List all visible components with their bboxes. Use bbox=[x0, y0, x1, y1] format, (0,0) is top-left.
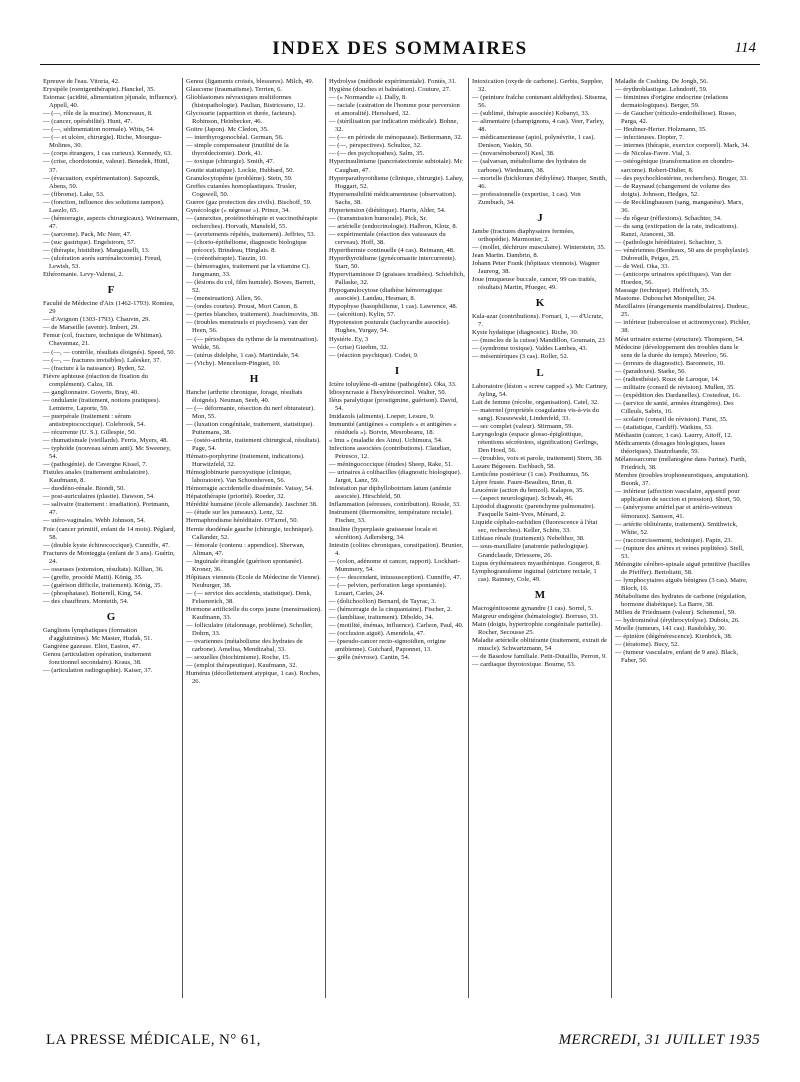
index-entry: Hypophyse (basophilisme, 1 cas). Lawrence, 48. bbox=[329, 303, 458, 311]
index-entry: — (—, — contrôle, résultats éloignés). Speed, 50. bbox=[43, 348, 176, 356]
index-entry: Mastome. Dubouchet Montpellier, 24. bbox=[615, 295, 716, 303]
index-entry: — lymphocytaires aiguës bénignes (3 cas). Maire, Bloch, 16. bbox=[615, 576, 748, 592]
index-entry: — (occlusion aiguë). Amendola, 47. bbox=[329, 630, 425, 638]
index-entry: Fistules anales (traitement ambulatoire). Kaufmann, 8. bbox=[43, 469, 150, 485]
index-entry: Maxillaires (érangements mandibulaires). Dudeuc, 25. bbox=[615, 303, 749, 319]
index-entry: Maladie de Cushing. De Jongh, 56. bbox=[615, 78, 709, 85]
index-entry: — (statistique, Cardiff). Watkins, 53. bbox=[615, 424, 713, 432]
index-entry: — (chorio-épithéliome, diagnostic biologique précoce). Brindeau, Hinglais. 8. bbox=[186, 238, 307, 254]
index-entry: — (ulcération aorès surrénalectomie). Freud, Lewish, 53. bbox=[43, 255, 162, 271]
index-entry: — d'Avignon (1303-1793). Chauvin, 29. bbox=[43, 316, 151, 324]
index-entry: Intoxication (oxyde de carbone). Gerbis, Supplee, 32. bbox=[472, 78, 604, 94]
index-entry: — (raccourcissement, technique). Papin, 23. bbox=[615, 536, 733, 544]
index-entry: Estomac (acidité, alimentation jéjunale, influence). Appell, 40. bbox=[43, 94, 178, 110]
index-entry: — (colon, adénome et cancer, rapport). Lockhart-Mummery, 54. bbox=[329, 557, 460, 573]
index-entry: Kala-azar (contributions). Fornari, 1, — d'Ucratz, 7. bbox=[472, 313, 603, 329]
index-entry: Hyperthermie continuelle (4 cas). Reimann, 48. bbox=[329, 246, 455, 254]
index-entry: — récurrente (U. S.). Gillespie, 50. bbox=[43, 428, 137, 436]
index-entry: Hygiène (douches et balnéation). Couture, 27. bbox=[329, 86, 451, 94]
index-entry: Ictère toluylène-di-amine (pathogénie). Oka, 33. bbox=[329, 380, 457, 388]
page-header bbox=[40, 36, 760, 65]
index-entry: — (motilité, énémas, influence). Carlson, Paul, 40. bbox=[329, 622, 464, 630]
index-entry: Méningite cérébro-spinale aiguë primitive (bacilles de Pfeiffer). Bertoliatti, 58. bbox=[615, 560, 751, 576]
index-entry: — maternel (propriétés coagulantes vis-à-vis du sang). Kraszewski, Lindenfeld, 33. bbox=[472, 406, 599, 422]
section-letter: G bbox=[106, 611, 116, 623]
index-entry: Infestation par diphyllobotrium latum (anémie associée). Hirschfeld, 50. bbox=[329, 485, 452, 501]
index-entry: — (dolichocôlon) Bernard, de Tayrac, 3. bbox=[329, 597, 437, 605]
index-entry: — mésentériques (3 cas). Roller, 52. bbox=[472, 353, 569, 361]
index-entry: — féminines d'origine endocrine (relations dermatologiques). Berger, 59. bbox=[615, 94, 729, 110]
index-entry: — (Vichy). Mencelson-Pinguet, 10. bbox=[186, 359, 281, 367]
index-entry: — (crise) Gieehm, 32. bbox=[329, 343, 389, 351]
index-entry: Genou (articulation opération, traitement fonctionnel secondaire). Kraus, 38. bbox=[43, 651, 152, 667]
index-entry: — (stérilisation par indication médicale). Bohne, 32. bbox=[329, 118, 459, 134]
index-entry: — artérielle (endocrinologie). Halbron, Klotz, 8. bbox=[329, 222, 458, 230]
index-entry: Hyperinsulinisme (pancréatectomie subtotale). Mc Caughan, 47. bbox=[329, 158, 463, 174]
section-letter: H bbox=[249, 372, 259, 385]
index-entry: — du sang (extirpation de la rate, indications). Ranzi, Aranceni, 38. bbox=[615, 222, 738, 238]
index-entry: Granulocytopénie (problème). Stein, 59. bbox=[186, 174, 293, 182]
index-entry: — (— des psychopathes). Salm, 35. bbox=[329, 150, 425, 158]
index-entry: — (crise, chordotomie, valeur). Benedek, Hüttl, 37. bbox=[43, 158, 170, 174]
index-entry: — érythroblastique. Lehndorff, 59. bbox=[615, 86, 708, 94]
index-entry: — (tératome). Bucy, 52. bbox=[615, 641, 680, 649]
index-entry: — puerpérale (traitement : sérum antistreptococcique). Colebrook, 54. bbox=[43, 412, 146, 428]
page-footer bbox=[40, 1032, 760, 1052]
index-entry: — urinaires à colibacilles (diagnostic biologique). Jargot, Lanz, 59. bbox=[329, 469, 462, 485]
index-entry: — (expédition des Dardanelles). Costedoat, 16. bbox=[615, 391, 741, 399]
index-entry: Lipiodol diagnostic (parenchyme pulmonaire). Fasquelle Saint-Yves, Ménard, 2. bbox=[472, 503, 596, 519]
index-entry: Inflammation (séreuses, contribution). Rossle, 33. bbox=[329, 501, 461, 509]
index-entry: — méningococcique (études) Sheep, Rake, 51. bbox=[329, 461, 453, 469]
index-entry: — Heubner-Herter. Holzmann, 35. bbox=[615, 126, 707, 134]
index-entry: — interthyrogonochéal. German, 56. bbox=[186, 134, 284, 142]
index-entry: Glycosurie (apparition et durée, facteurs). Robinson, Heinbecker, 46. bbox=[186, 110, 297, 126]
index-entry: — de Raynaud (changement de volume des doigts). Johnson, Hedges, 52. bbox=[615, 182, 730, 198]
index-entry: Fièvre aphteuse (réaction de fixation du complément). Calza, 18. bbox=[43, 372, 148, 388]
index-entry: — militaire (conseil de révision). Mullen, 35. bbox=[615, 383, 735, 391]
index-column-2 bbox=[183, 78, 326, 998]
index-entry: Lèpre fruste. Faure-Beaulieu, Brun, 8. bbox=[472, 479, 573, 487]
index-entry: — (— en période de ménopause). Bettermann, 32. bbox=[329, 134, 463, 142]
index-entry: Greffes cutanées homoplastiques. Trusler, Cogswell, 50. bbox=[186, 182, 297, 198]
index-entry: — de Recklinghausen (sang, manganèse). Marx, 36. bbox=[615, 198, 744, 214]
index-entry: — rhumatismale (vieillards). Ferris, Myers, 48. bbox=[43, 437, 169, 445]
index-entry: Membre (troubles trophoneurotiques, amputation). Buonk, 37. bbox=[615, 472, 749, 488]
index-entry: — (—, — fractures invisibles). Lalesker, 37. bbox=[43, 356, 162, 364]
index-entry: Glaucome (traumatisme). Terrien, 6. bbox=[186, 86, 283, 94]
index-entry: — (fracture à la naissance). Ryden, 52. bbox=[43, 364, 146, 372]
index-entry: — (— service des accidents, statistique). Denk, Felsenreich, 38. bbox=[186, 589, 312, 605]
index-entry: — ondulante (traitement, notions pratiques). Lemierre, Laporte, 59. bbox=[43, 396, 161, 412]
index-entry: Gangrène gazeuse. Eliot, Easton, 47. bbox=[43, 643, 141, 651]
index-entry: Hermaphrodisme héréditaire. O'Farrel, 50. bbox=[186, 517, 299, 525]
issue-date: MERCREDI, 31 JUILLET 1935 bbox=[558, 1032, 760, 1048]
index-entry: Laboratoire (lésion « screw capped »). Mc Cartney, Ayling, 54. bbox=[472, 382, 608, 398]
index-entry: — épinière (dégénérescence). Kienböck, 38. bbox=[615, 633, 733, 641]
index-entry: — (— déformante, résection du nerf obturateur). Mon, 55. bbox=[186, 404, 315, 420]
index-entry: — sexuelles (biochimisme). Roche, 15. bbox=[186, 654, 291, 662]
index-entry: Genou (ligaments croisés, blessures). Milch, 49. bbox=[186, 78, 314, 85]
index-entry: — (pathologie héréditaire). Schachter, 3. bbox=[615, 238, 723, 246]
index-entry: Erysipèle (roentgenthérapie). Hanckel, 35. bbox=[43, 86, 156, 94]
index-entry: Hernie duodénale gauche (chirurgie, technique). Callander, 52. bbox=[186, 525, 314, 541]
index-entry: Instrument (thermomètre, température rectale). Fischer, 33. bbox=[329, 509, 453, 525]
index-entry: — (sublimé, thérapie associée) Kobanyi, 33. bbox=[472, 110, 590, 118]
index-entry: — (aspect neurologique). Schwab, 46. bbox=[472, 495, 574, 503]
index-entry: — folliculaire (étalonnage, problème). Scholler, Dohrn, 33. bbox=[186, 622, 313, 638]
index-entry: — (évacuation, expérimentation). Sapoznik, Abens, 50. bbox=[43, 174, 160, 190]
index-entry: — vénériennes (Bordeaux, 50 ans de prophylaxie). Dubreuilh, Petges, 25. bbox=[615, 246, 750, 263]
index-entry: Foie (cancer primitif, enfant de 14 mois). Péglard, 58. bbox=[43, 525, 176, 541]
index-entry: Métabolisme des hydrates de carbone (régulation, hormone diabétique). La Barre, 38. bbox=[615, 593, 747, 609]
index-entry: — utéro-vaginales. Webb Johnson, 54. bbox=[43, 517, 146, 525]
index-entry: — (emploi thérapeutique). Kaufmann, 32. bbox=[186, 662, 298, 670]
index-entry: Lazare Bégouen. Eschbach, 58. bbox=[472, 463, 556, 471]
index-entry: Main (doigts, hypertrophie congénitale partielle). Rocher, Secousse 25. bbox=[472, 620, 603, 636]
index-entry: — des chauffeurs. Monteith, 54. bbox=[43, 597, 129, 605]
index-entry: — (— périodiques du rythme de la menstruation). Wolde, 56. bbox=[186, 335, 319, 351]
index-entry: — scolaire (conseil de révision). Furst, 35. bbox=[615, 415, 728, 423]
index-column-5 bbox=[612, 78, 754, 998]
index-entry: — (peinture fraîche contenant aldéhydes). Sitsema, 56. bbox=[472, 94, 608, 110]
index-entry: — (fonction, influence des solutions tampon). Laszlo, 65. bbox=[43, 198, 165, 214]
index-entry: Johann Peter Frank (hôpitaux viennois). Wagner Jaureog, 38. bbox=[472, 259, 600, 276]
index-entry: Milieu de Friedmann (valeur). Schemmel, 59. bbox=[615, 609, 736, 617]
index-entry: Mélanosarcome (mélanogène dans l'urine). Furth, Friedrich, 38. bbox=[615, 456, 747, 472]
index-entry: — (transmission humorale). Pick, Sr. bbox=[329, 214, 427, 222]
index-entry: — (rupture des artères et veines poplitées). Stell, 53. bbox=[615, 544, 744, 560]
index-column-3 bbox=[326, 78, 469, 998]
index-entry: Fractures de Monteggia (enfant de 3 ans). Guérin, 24. bbox=[43, 549, 175, 565]
index-entry: Hypervitaminose D (graisses irradiées). Schieblich, Pallaske, 32. bbox=[329, 271, 465, 287]
index-entry: — (réaction psychique). Codet, 9. bbox=[329, 351, 419, 359]
index-entry: — (hémorragie, aspects chirurgicaux). Weinemann, 47. bbox=[43, 214, 179, 230]
index-entry: Médicaments (dosages biologiques, bases théoriques). Dautrebande, 59. bbox=[615, 440, 726, 456]
index-entry: — (cancer, opérabilité). Hunt, 47. bbox=[43, 118, 133, 126]
index-entry: — (sécrétion). Kylin, 57. bbox=[329, 311, 396, 319]
index-entry: — sous-maxillaire (anatomie pathologique). Grandclaude, Driessens, 26. bbox=[472, 543, 589, 559]
index-columns bbox=[40, 78, 760, 998]
index-entry: Intestin (colites chroniques, constipation). Brunier, 4. bbox=[329, 541, 463, 557]
index-title: INDEX DES SOMMAIRES bbox=[272, 38, 528, 59]
index-entry: Leucémie (action du benzol). Kalapos, 35. bbox=[472, 487, 585, 495]
index-entry: Lenticône postérieur (1 cas). Posthumus, 56. bbox=[472, 471, 590, 479]
index-entry: — simple compensateur (inutilité de la thyroïdectomie). Dork, 41. bbox=[186, 142, 289, 158]
index-entry: Immunité (antigènes « complets » et antigènes « résiduels »). Boivin, Mesrobeanu, 18. bbox=[329, 420, 457, 436]
index-entry: — toxique (chirurgie). Smith, 47. bbox=[186, 158, 275, 166]
index-entry: — salivaire (traitement : irradiation). Portmann, 47. bbox=[43, 501, 170, 517]
index-entry: Hépatothérapie (priorité). Roeder, 32. bbox=[186, 493, 286, 501]
index-entry: — inguinale étranglée (guérison spontanée). Kroner, 36. bbox=[186, 557, 303, 573]
index-entry: Hypertension (diététique). Harris, Alder, 54. bbox=[329, 206, 446, 214]
index-entry: — (articulation radiographie). Kaiser, 37. bbox=[43, 667, 153, 675]
index-entry: — fémorale (contenu : appendice). Sherwan, Altman, 47. bbox=[186, 541, 305, 557]
index-entry: Liquide céphalo-rachidien (fluorescence à l'état sec, recherches). Keller, Schön, 33. bbox=[472, 519, 598, 535]
index-entry: — (pseudo-cancer recto-sigmoïdien, origine amibienne). Guichard, Paponnet, 13. bbox=[329, 638, 446, 654]
index-entry: Hypotension posturale (tachycardie associée). Hughes, Yurgay, 54. bbox=[329, 319, 451, 335]
index-entry: Jean Martin. Dambrin, 8. bbox=[472, 251, 539, 259]
page-number: 114 bbox=[734, 40, 756, 56]
index-entry: — (luxation congénitale, traitement, statistique). Puttemans, 38. bbox=[186, 420, 314, 436]
index-entry: — (annexites, protéinothérapie et vaccinothérapie recherches). Horvath, Mansfeld, 55. bbox=[186, 214, 318, 230]
index-entry: Hyperparathyroïdisme (clinique, chirurgie). Lahey, Hoggart, 52. bbox=[329, 174, 464, 190]
index-entry: — (crénothérapie). Tauzin, 10. bbox=[186, 255, 268, 263]
section-letter: J bbox=[537, 211, 543, 224]
index-entry: Goitre (Japon). Mc Cledon, 35. bbox=[186, 126, 269, 134]
index-entry: — (hémorragies, traitement par la vitamine C). Jungmann, 33. bbox=[186, 263, 311, 279]
index-entry: — (avortements répétés, traitement). Jeffries, 53. bbox=[186, 230, 316, 238]
index-entry: — (—, rôle de la mucine). Moncreaux, 8. bbox=[43, 110, 153, 118]
index-entry: — (hémorragie de la cinquantaine). Fischer, 2. bbox=[329, 606, 452, 613]
index-entry: Moelle (tumeurs, 141 cas). Rasdolsky, 36. bbox=[615, 625, 727, 633]
index-entry: — de Nicolas-Favre. Vial, 3. bbox=[615, 150, 691, 158]
index-entry: Maigreur endogène (hématologie). Borruso, 33. bbox=[472, 612, 599, 620]
index-entry: Femur (col, fracture, technique de Whitman). Chavannaz, 21. bbox=[43, 332, 163, 348]
index-entry: — du rôgeur (réflexions). Schachter, 34. bbox=[615, 214, 722, 222]
section-letter: K bbox=[535, 297, 545, 310]
index-entry: Lait de femme (récolte, organisation). Catel, 32. bbox=[472, 398, 599, 406]
index-entry: — (radiesthésie). Roux de Laroque, 14. bbox=[615, 375, 720, 383]
index-entry: — (menstruation). Allen, 56. bbox=[186, 295, 263, 303]
section-letter: M bbox=[534, 588, 546, 601]
index-entry: — cardiaque thyrotoxique. Bourne, 53. bbox=[472, 661, 576, 669]
index-entry: Goutte statistique). Lockie, Hubbard, 50. bbox=[186, 166, 295, 174]
journal-issue: LA PRESSE MÉDICALE, N° 61, bbox=[46, 1032, 261, 1048]
index-entry: — (phosphatase). Botterell, King, 54. bbox=[43, 589, 143, 597]
index-entry: — (erreurs de diagnostic). Baronneix, 10. bbox=[615, 359, 725, 367]
index-entry: Médecine (développement des troubles dans le sens de la durée du temps). Meerloo, 56. bbox=[615, 343, 739, 359]
index-entry: — de Gaucher (réticulo-endothéliose). Russo, Parga, 42. bbox=[615, 110, 737, 126]
index-entry: « Imu » (maladie des Ainu). Uchimura, 54. bbox=[329, 437, 443, 445]
index-entry: Humérus (décollettement atypique, 1 cas). Roches, 26. bbox=[186, 670, 321, 686]
index-entry: — (étude sur les jumeaux). Lenz, 32. bbox=[186, 509, 284, 517]
index-entry: Maladie artérielle oblitérante (traitement, extrait de muscle). Schwartzmann, 54 bbox=[472, 636, 608, 652]
index-entry: — (troubles, voix et parole, traitement) Stern, 38. bbox=[472, 454, 603, 462]
index-entry: Hémorragie accidentelle disséminée. Vaissy, 54. bbox=[186, 485, 314, 493]
index-entry: — post-auriculaires (plastie). Dawson, 54. bbox=[43, 493, 155, 501]
index-entry: Lymphogranulome inguinal (stricture rectale, 1 cas). Rainney, Cole, 49. bbox=[472, 567, 597, 583]
index-entry: — infectieuses. Dopter, 7. bbox=[615, 134, 684, 142]
index-entry: — (lambliase, traitement). Diboldo, 34. bbox=[329, 614, 434, 622]
index-entry: — inférieur (affection vasculaire, appareil pour application de succion et pression). Short, 50. bbox=[615, 488, 742, 504]
index-entry: Ganglions lymphatiques (formation d'agglutinines). Mc Master, Hudak, 51. bbox=[43, 627, 153, 643]
index-entry: — (— pelvien, perforation large spontanée). Louart, Carles, 24. bbox=[329, 581, 447, 597]
index-entry: Imidazols (aliments). Loeper, Lesure, 9. bbox=[329, 412, 435, 420]
index-entry: — (service de santé, armées étrangères). Des Cilleuls, Sabris, 16. bbox=[615, 399, 734, 415]
index-entry: Hydrolyse (méthode expérimentale). Fontès, 31. bbox=[329, 78, 457, 85]
index-entry: Massage (technique). Helfreich, 35. bbox=[615, 287, 710, 295]
index-entry: Joue (muqueuse buccale, cancer, 99 cas traités, résultats) Martin, Pfueger, 49. bbox=[472, 276, 597, 292]
index-entry: Hémoglobinurie paroxystique (clinique, laboratoire). Van Schoonhoven, 56. bbox=[186, 469, 292, 485]
index-entry: — (pertes blanches, traitement). Joachimovits, 38. bbox=[186, 311, 319, 319]
index-entry: Epreuve de l'eau. Vitoria, 42. bbox=[43, 78, 120, 85]
index-entry: Iléus paralytique (prostigmine, guérison). David, 54. bbox=[329, 396, 458, 412]
index-entry: — hydrominéral (érythrocytolyse). Dubois, 26. bbox=[615, 617, 740, 625]
index-entry: Hypersensibilité médicamenteuse (observation). Sachs, 38. bbox=[329, 190, 457, 206]
index-entry: — (corps étrangers, 1 cas curieux). Kennedy, 63. bbox=[43, 150, 173, 158]
index-entry: Hypoganulocytose (diathèse hémorragique associée). Landau, Hesman, 8. bbox=[329, 287, 443, 303]
index-entry: — professionnelle (expertise, 1 cas). Von Zumbuch, 34. bbox=[472, 190, 581, 206]
index-entry: — (anévrysme artériel par et artério-veineux fémoraux). Samson, 41. bbox=[615, 504, 733, 520]
index-entry: — (ostéo-arthrite, traitement chirurgical, résultats). Page, 54. bbox=[186, 437, 321, 453]
section-letter: I bbox=[394, 364, 400, 377]
index-column-1 bbox=[40, 78, 183, 998]
index-entry: Hormone artificielle du corps jaune (menstruation). Kaufmann, 33. bbox=[186, 606, 322, 622]
index-entry: Laryngologie (espace glosso-épiglottique, rétentions sécrétoires, signification) Gerlings, Den Hoed, 56. bbox=[472, 430, 599, 454]
index-entry: Ethéromanie. Levy-Valensi, 2. bbox=[43, 271, 124, 279]
index-entry: — ganglionnaire. Goverts, Bray, 40. bbox=[43, 388, 139, 396]
index-entry: Idiosyncrasie à l'hexylrésorcinol. Walter, 50. bbox=[329, 388, 447, 396]
index-entry: — (novarsénobenzol) Kesl, 38. bbox=[472, 150, 555, 158]
index-entry: Faculté de Médecine d'Aix (1462-1793). Romieu, 29 bbox=[43, 300, 175, 316]
index-entry: Méat urinaire externe (structure). Thompson, 54. bbox=[615, 335, 744, 343]
index-entry: — (lésions du col, film humide). Bowes, Barrett, 52. bbox=[186, 279, 316, 295]
index-entry: — typhoïde (nouveau sérum anti). Mc Sweeney, 54. bbox=[43, 445, 171, 461]
index-entry: — expérimentale (réaction des vaisseaux du cerveau). Hoff, 38. bbox=[329, 230, 446, 246]
index-entry: — (ondes courtes). Proust, Mori Canon, 8. bbox=[186, 303, 299, 311]
index-entry: Gynécologie (« négresse »). Prince, 34. bbox=[186, 206, 291, 214]
index-entry: Hanche (arthrite chronique, forage, résultats éloignés). Neuman, Seeb, 40. bbox=[186, 388, 303, 404]
index-entry: — (—, perspectives). Schultze, 32. bbox=[329, 142, 422, 150]
index-entry: Hôpitaux viennois (Ecole de Médecine de Vienne). Neuburger, 38. bbox=[186, 573, 321, 589]
index-entry: Guerre (gaz protection des civils). Bischoff, 59. bbox=[186, 198, 312, 206]
index-entry: — (fibrome). Lake, 53. bbox=[43, 190, 105, 198]
index-entry: — artérite oblitérante, traitement). Smithwick, White, 52. bbox=[615, 520, 738, 536]
index-entry: — (muscles de la cuisse) Mandillon, Goumain, 23 bbox=[472, 337, 605, 345]
index-entry: — (syndrome toxique). Valdes Lambea, 43. bbox=[472, 345, 588, 353]
index-entry: Hystérie. Ey, 3 bbox=[329, 335, 369, 343]
section-letter: F bbox=[107, 284, 115, 297]
index-entry: — de Basedow familiale. Petit-Dutaillis, Perron, 9. bbox=[472, 653, 607, 661]
index-entry: — (troubles menstruels et psychoses). van der Heen, 56. bbox=[186, 319, 308, 335]
index-entry: — de Marseille (avenir). Imbert, 29. bbox=[43, 324, 139, 332]
index-entry: — internes (thérapie, exercice corporel). Mark, 34. bbox=[615, 142, 750, 150]
index-entry: — des psychochlostérine, recherches). Bruger, 33. bbox=[615, 174, 748, 182]
index-entry: — de Weil. Oka, 33. bbox=[615, 263, 670, 271]
index-entry: — (— descendant, intussusception). Cunniffe, 47. bbox=[329, 573, 462, 581]
index-entry: — sec complet (valeur). Stirmann, 59. bbox=[472, 422, 574, 430]
index-entry: — (thérapie, histidine). Mangianelli, 13. bbox=[43, 246, 150, 254]
index-entry: — ovariennes (métabolisme des hydrates de carbone). Amelisa, Mendizabal, 33. bbox=[186, 638, 303, 654]
index-entry: — (guérison difficile, traitement). König, 35. bbox=[43, 581, 163, 589]
index-entry: — duodéno-rénale. Biondi, 50. bbox=[43, 485, 126, 493]
index-entry: — osseuses (extension, résultats). Killian, 36. bbox=[43, 565, 164, 573]
index-entry: — (« Normandie »). Dally, 8. bbox=[329, 94, 407, 102]
index-entry: — (salvarsan, métabolisme des hydrates de carbone). Wiedmann, 38. bbox=[472, 158, 587, 174]
index-entry: — (— et ulcère, chirurgie). Riche, Mourgue-Molines, 30. bbox=[43, 134, 162, 150]
index-entry: Lupus érythémateux myasthénique. Gougerot, 8. bbox=[472, 559, 601, 567]
index-entry: — (suc gastrique). Engelstrom, 57. bbox=[43, 238, 136, 246]
index-entry: — (utérus didelphe, 1 cas). Martindale, 54. bbox=[186, 351, 300, 359]
index-entry: Hérédité humaine (école allemande). Jaschner 38. bbox=[186, 501, 318, 509]
index-entry: Macrogénitosome gynandre (1 cas). Sorrel, 5. bbox=[472, 604, 593, 612]
index-entry: — grêle (névrose). Cantin, 54. bbox=[329, 654, 410, 662]
index-entry: — (sarcome). Pack, Mc Neer, 47. bbox=[43, 230, 132, 238]
index-entry: — alimentaire (champignons, 4 cas). Veer, Farley, 48. bbox=[472, 118, 605, 134]
index-entry: Hémato-porphyrine (traitement, indications). Hurwitzfeld, 32. bbox=[186, 453, 305, 469]
index-entry: — (mollet, déchirure musculaire). Winterstein, 35. bbox=[472, 243, 606, 251]
index-entry: Kyste hydatique (diagnostic). Riche, 30. bbox=[472, 329, 579, 337]
index-entry: — (double kyste échinococcique). Cunniffe, 47. bbox=[43, 541, 170, 549]
index-entry: Jambe (fractures diaphysaires fermées, orthopédie). Marmonier, 2. bbox=[472, 227, 575, 243]
index-entry: — médicamenteuse (apiol, polynévrite, 1 cas). Denison, Yaskin, 50. bbox=[472, 134, 596, 150]
index-entry: — inférieur (tuberculose et actinomycose). Pichler, 38. bbox=[615, 319, 751, 335]
index-entry: — (tumeur vasculaire, enfant de 9 ans). Black, Faber, 50. bbox=[615, 649, 739, 665]
index-entry: — (—, sédimentation normale). Witts, 54. bbox=[43, 126, 155, 134]
index-entry: Lithiase rénale (traitement). Nebelthor, 38. bbox=[472, 535, 585, 543]
index-entry: — ostéogénique (transformation en chondro-sarcome). Robert-Didier, 8. bbox=[615, 158, 735, 174]
index-entry: Insuline (hyperplasie graisseuse locale et sécrétion). Adlersberg, 34. bbox=[329, 525, 438, 541]
index-entry: Glioblastomes névraxiques multiformes (histopathologie). Paulian, Bistriceano, 12. bbox=[186, 94, 305, 110]
index-entry: — (paradoxes). Starke, 56. bbox=[615, 367, 687, 375]
index-entry: Infections associées (contributions). Claudian, Petresco, 12. bbox=[329, 445, 452, 461]
index-entry: — mortelle (bichlorure d'éthylène). Hueper, Smith, 46. bbox=[472, 174, 607, 190]
index-entry: Médiastin (cancer, 1 cas). Laurry, Aitoff, 12. bbox=[615, 432, 733, 440]
index-entry: — (anticorps urinaires spécifiques). Van der Hoeden, 56. bbox=[615, 271, 732, 287]
index-entry: — (pathogénie). de Cavergne Kissel, 7. bbox=[43, 461, 148, 469]
index-entry: — (greffe, procédé Matti). König, 35. bbox=[43, 573, 143, 581]
section-letter: L bbox=[536, 366, 544, 379]
index-entry: Hyperthyroïdisme (gynécomastie intercurrente). Starr, 50. bbox=[329, 255, 457, 271]
index-column-4 bbox=[469, 78, 612, 998]
index-entry: — raciale (castration de l'homme pour perversion et amoralité). Hersshard, 32. bbox=[329, 102, 460, 118]
